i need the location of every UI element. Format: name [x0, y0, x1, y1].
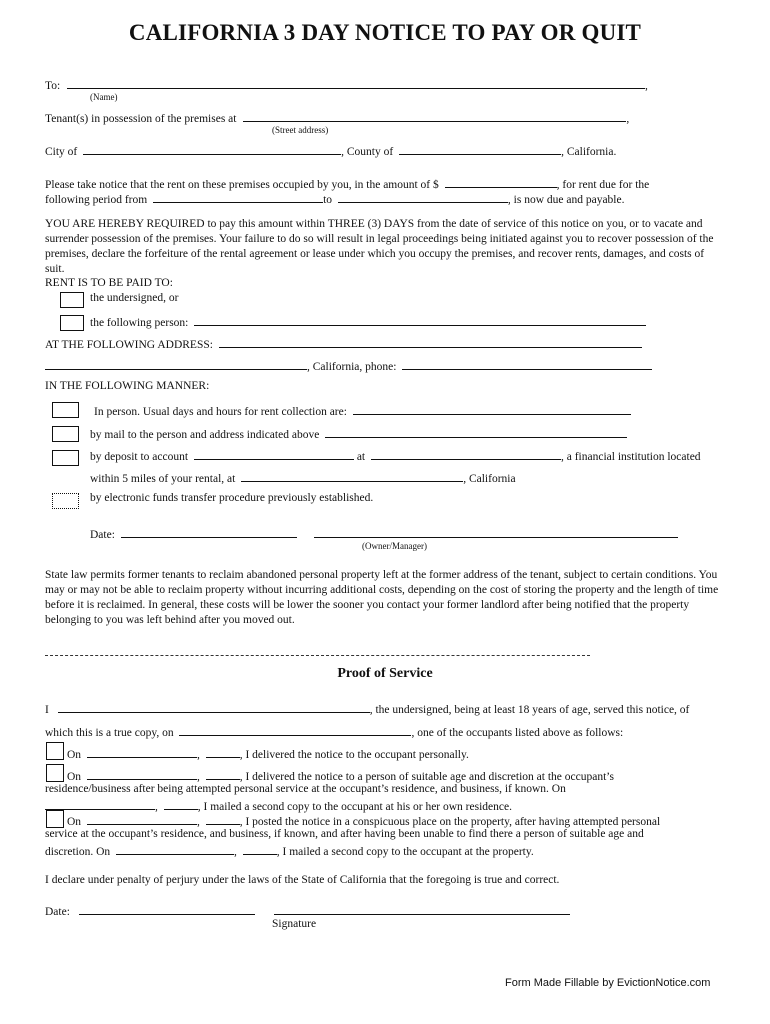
payment-address-field[interactable] — [219, 336, 642, 348]
server-statement: , the undersigned, being at least 18 years of age, served this notice, of — [369, 704, 690, 716]
personal-service-checkbox[interactable] — [46, 742, 64, 760]
period-to-field[interactable] — [338, 191, 508, 203]
institution-address-field[interactable] — [241, 470, 463, 482]
server-name-row — [45, 701, 689, 716]
phone-field[interactable] — [402, 358, 652, 370]
deposit-row — [90, 448, 701, 463]
required-paragraph: YOU ARE HEREBY REQUIRED to pay this amount within THREE (3) DAYS from the date of service of this notice on you, or to vacate and surrender possession of the premises. Your failure to do so will result in legal proceedings being initiated against you to recover possession of the premises, declare the forfeiture of the rental agreement or lease under which you occupy the premises, and recover rents, damages, and costs of suit. — [45, 218, 714, 275]
owner-signature-row — [314, 526, 678, 541]
california-label: , California. — [561, 146, 617, 158]
owner-signature-field[interactable] — [314, 526, 678, 538]
city-field[interactable] — [83, 143, 341, 155]
signature-caption: Signature — [272, 918, 317, 930]
posting-mail-date-field[interactable] — [116, 843, 234, 855]
within-miles-row — [90, 470, 516, 485]
comma-label: , — [196, 816, 200, 828]
within-miles-label: within 5 miles of your rental, at — [90, 473, 236, 485]
notice-date-label: Date: — [90, 529, 115, 541]
posting-mail-year-field[interactable] — [243, 843, 277, 855]
following-person-label: the following person: — [90, 317, 189, 329]
financial-institution-label: , a financial institution located — [561, 451, 701, 463]
mail-label: by mail to the person and address indicated above — [90, 429, 320, 441]
undersigned-label: the undersigned, or — [90, 292, 179, 304]
street-caption: (Street address) — [272, 125, 329, 135]
mail-checkbox[interactable] — [52, 426, 79, 442]
tenants-row: Tenant(s) in possession of the premises at , — [45, 110, 629, 125]
notice-date-row — [90, 526, 297, 541]
deposit-at-label: at — [356, 451, 366, 463]
substituted-mail-date-field[interactable] — [45, 798, 155, 810]
substituted-service-date-field[interactable] — [87, 768, 197, 780]
tenants-label: Tenant(s) in possession of the premises at — [45, 113, 237, 125]
city-label: City of — [45, 146, 78, 158]
posting-service-text-2: service at the occupant’s residence, and business, if known, and after having been unable to find there a person of suitable age and — [45, 828, 644, 840]
account-number-field[interactable] — [194, 448, 354, 460]
comma-label: , — [155, 801, 158, 813]
following-person-row — [90, 314, 646, 329]
cut-line-divider — [45, 655, 590, 656]
county-label: , County of — [341, 146, 394, 158]
proof-i-label: I — [45, 704, 49, 716]
financial-institution-field[interactable] — [371, 448, 561, 460]
substituted-mail-text: , I mailed a second copy to the occupant at his or her own residence. — [197, 801, 512, 813]
document-title: CALIFORNIA 3 DAY NOTICE TO PAY OR QUIT — [128, 20, 642, 45]
occupants-statement: , one of the occupants listed above as follows: — [411, 727, 624, 739]
rent-amount-field[interactable] — [445, 176, 557, 188]
in-person-row — [94, 403, 631, 418]
proof-of-service-heading: Proof of Service — [337, 666, 433, 681]
name-caption: (Name) — [90, 92, 118, 102]
following-person-checkbox[interactable] — [60, 315, 84, 331]
proof-date-field[interactable] — [79, 903, 255, 915]
personal-service-row — [67, 746, 469, 761]
institution-state-label: , California — [463, 473, 516, 485]
mail-field[interactable] — [325, 426, 627, 438]
substituted-mail-row — [45, 798, 512, 813]
manner-label: IN THE FOLLOWING MANNER: — [45, 380, 210, 392]
personal-service-date-field[interactable] — [87, 746, 197, 758]
following-person-field[interactable] — [194, 314, 646, 326]
posting-service-row — [67, 813, 660, 828]
posting-service-date-field[interactable] — [87, 813, 197, 825]
period-label: following period from — [45, 194, 148, 206]
comma-label: , — [196, 749, 200, 761]
true-copy-label: which this is a true copy, on — [45, 727, 174, 739]
footer-credit: Form Made Fillable by EvictionNotice.com — [505, 977, 711, 989]
deposit-label: by deposit to account — [90, 451, 189, 463]
eft-checkbox[interactable] — [52, 493, 79, 509]
rent-paid-to-label: RENT IS TO BE PAID TO: — [45, 277, 173, 289]
mail-row — [90, 426, 627, 441]
server-name-field[interactable] — [58, 701, 370, 713]
comma-label: , — [196, 771, 200, 783]
tenant-name-field[interactable] — [67, 77, 645, 89]
posting-mail-label: discretion. On — [45, 846, 111, 858]
substituted-service-row — [67, 768, 614, 783]
collection-hours-field[interactable] — [353, 403, 631, 415]
on-label: On — [67, 749, 82, 761]
proof-date-label: Date: — [45, 906, 70, 918]
eft-label: by electronic funds transfer procedure previously established. — [90, 492, 374, 504]
posting-service-checkbox[interactable] — [46, 810, 64, 828]
address-row — [45, 336, 642, 351]
undersigned-checkbox[interactable] — [60, 292, 84, 308]
period-row — [45, 191, 624, 206]
in-person-checkbox[interactable] — [52, 402, 79, 418]
service-date-row — [45, 724, 623, 739]
posting-service-text: , I posted the notice in a conspicuous place on the property, after having attempted personal — [239, 816, 661, 828]
state-law-paragraph: State law permits former tenants to reclaim abandoned personal property left at the former address of the tenant, subject to certain conditions. You may or may not be able to reclaim property without incurring additional costs, depending on the cost of storing the property and the length of time before it is reclaimed. In general, these costs will be lower the sooner you contact your former landlord after being notified that the property belonging to you was left behind after you moved out. — [45, 569, 719, 626]
notice-date-field[interactable] — [121, 526, 297, 538]
street-address-field[interactable] — [243, 110, 626, 122]
proof-date-row — [45, 903, 255, 918]
substituted-service-year-field[interactable] — [206, 768, 240, 780]
on-label: On — [67, 816, 82, 828]
owner-caption: (Owner/Manager) — [362, 541, 427, 551]
proof-signature-row — [274, 903, 570, 918]
perjury-declaration: I declare under penalty of perjury under the laws of the State of California that the foregoing is true and correct. — [45, 874, 560, 886]
substituted-service-text-2: residence/business after being attempted personal service at the occupant’s residence, and business, if known. On — [45, 783, 566, 795]
posting-mail-row — [45, 843, 534, 858]
posting-service-year-field[interactable] — [206, 813, 240, 825]
personal-service-text: , I delivered the notice to the occupant personally. — [239, 749, 469, 761]
period-to-label: to — [323, 194, 333, 206]
substituted-service-text: , I delivered the notice to a person of suitable age and discretion at the occupant’s — [239, 771, 614, 783]
in-person-label: In person. Usual days and hours for rent collection are: — [94, 406, 347, 418]
to-row: To: , — [45, 77, 648, 92]
comma-label: , — [234, 846, 237, 858]
due-payable-text: , is now due and payable. — [507, 194, 625, 206]
to-label: To: — [45, 80, 61, 92]
phone-label: , California, phone: — [307, 361, 397, 373]
proof-signature-field[interactable] — [274, 903, 570, 915]
payment-city-field[interactable] — [45, 358, 307, 370]
substituted-service-checkbox[interactable] — [46, 764, 64, 782]
city-row — [45, 143, 616, 158]
substituted-mail-year-field[interactable] — [164, 798, 198, 810]
address-label: AT THE FOLLOWING ADDRESS: — [45, 339, 213, 351]
rent-amount-row — [45, 176, 649, 191]
rent-due-text: , for rent due for the — [556, 179, 650, 191]
posting-mail-text: , I mailed a second copy to the occupant at the property. — [276, 846, 534, 858]
phone-row — [45, 358, 652, 373]
period-from-field[interactable] — [153, 191, 323, 203]
served-occupant-field[interactable] — [179, 724, 411, 736]
deposit-checkbox[interactable] — [52, 450, 79, 466]
county-field[interactable] — [399, 143, 561, 155]
personal-service-year-field[interactable] — [206, 746, 240, 758]
on-label: On — [67, 771, 82, 783]
rent-amount-text: Please take notice that the rent on these premises occupied by you, in the amount of $ — [45, 179, 439, 191]
